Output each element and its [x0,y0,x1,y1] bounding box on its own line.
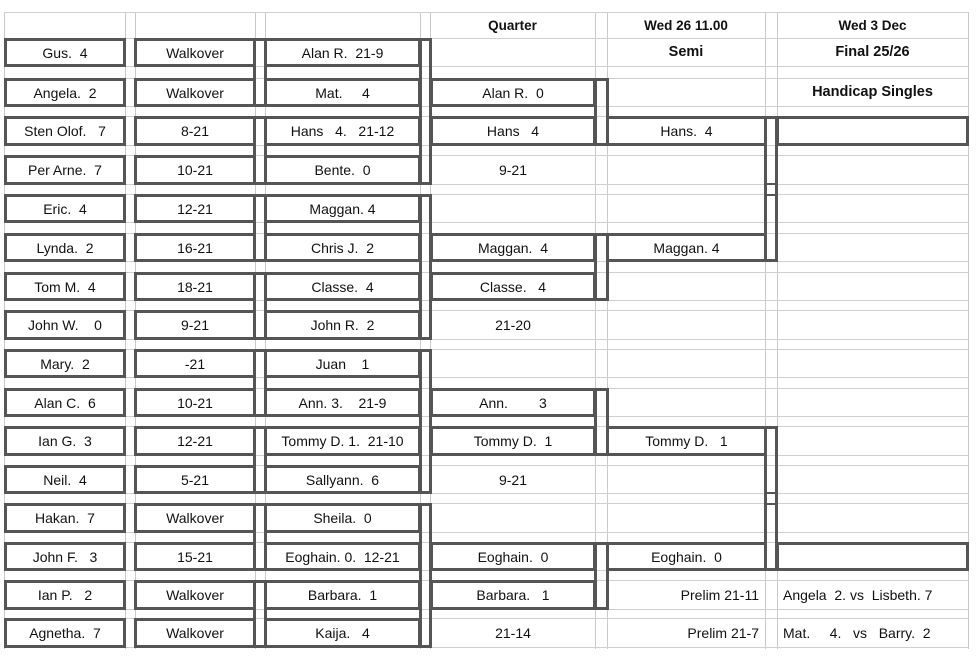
header-quarter: Quarter [488,17,537,33]
round2-cell: Maggan. 4 [264,194,421,223]
semi-cell: Maggan. 4 [606,233,767,262]
player-cell: Eric. 4 [4,194,126,223]
player-cell: Sten Olof. 7 [4,116,126,146]
round2-cell: Chris J. 2 [264,233,421,262]
quarter-bottom: Hans 4 [430,116,596,146]
score-cell: Walkover [134,580,256,610]
score-cell: Walkover [134,38,256,67]
quarter-bottom: Tommy D. 1 [430,426,596,456]
header-semi: Semi [668,44,704,60]
semi-cell: Eoghain. 0 [606,542,767,571]
score-cell: 10-21 [134,155,256,185]
round2-cell: Ann. 3. 21-9 [264,388,421,417]
player-cell: Per Arne. 7 [4,155,126,185]
round2-cell: Tommy D. 1. 21-10 [264,426,421,456]
player-cell: Ian P. 2 [4,580,126,610]
score-cell: 10-21 [134,388,256,417]
header-final: Final 25/26 [835,44,910,60]
quarter-top: Alan R. 0 [430,78,596,107]
score-cell: -21 [134,349,256,378]
final-slot-top [776,116,969,146]
round2-cell: Juan 1 [264,349,421,378]
header-semi-date: Wed 26 11.00 [644,17,728,33]
quarter-top: Maggan. 4 [430,233,596,262]
round2-cell: Mat. 4 [264,78,421,107]
quarter-bottom: Classe. 4 [430,272,596,301]
player-cell: Agnetha. 7 [4,618,126,648]
semi-cell: Hans. 4 [606,116,767,146]
header-final-date: Wed 3 Dec [838,17,907,33]
player-cell: Lynda. 2 [4,233,126,262]
bracket-marker [764,492,778,505]
round2-cell: Bente. 0 [264,155,421,185]
player-cell: Neil. 4 [4,465,126,494]
prelim-result: Prelim 21-7 [687,624,759,641]
score-cell: 5-21 [134,465,256,494]
round2-cell: Kaija. 4 [264,618,421,648]
quarter-score: 21-20 [495,316,531,333]
semi-cell: Tommy D. 1 [606,426,767,456]
round2-cell: Alan R. 21-9 [264,38,421,67]
score-cell: 8-21 [134,116,256,146]
quarter-score: 21-14 [495,624,531,641]
prelim-match: Angela 2. vs Lisbeth. 7 [783,586,933,603]
prelim-result: Prelim 21-11 [680,586,759,603]
score-cell: 12-21 [134,194,256,223]
quarter-score: 9-21 [498,471,528,488]
competition-title: Handicap Singles [812,84,933,100]
score-cell: Walkover [134,78,256,107]
score-cell: 18-21 [134,272,256,301]
quarter-score: 9-21 [498,161,528,178]
score-cell: Walkover [134,618,256,648]
round2-cell: Sheila. 0 [264,503,421,533]
score-cell: 16-21 [134,233,256,262]
round2-cell: Sallyann. 6 [264,465,421,494]
player-cell: Ian G. 3 [4,426,126,456]
player-cell: Tom M. 4 [4,272,126,301]
score-cell: 15-21 [134,542,256,571]
quarter-bottom: Barbara. 1 [430,580,596,610]
round2-cell: Barbara. 1 [264,580,421,610]
final-slot-bottom [776,542,969,571]
player-cell: John W. 0 [4,310,126,340]
prelim-match: Mat. 4. vs Barry. 2 [783,624,931,641]
quarter-top: Eoghain. 0 [430,542,596,571]
player-cell: Angela. 2 [4,78,126,107]
round2-cell: John R. 2 [264,310,421,340]
round2-cell: Classe. 4 [264,272,421,301]
score-cell: Walkover [134,503,256,533]
player-cell: John F. 3 [4,542,126,571]
player-cell: Hakan. 7 [4,503,126,533]
bracket-marker [764,183,778,196]
quarter-top: Ann. 3 [430,388,596,417]
player-cell: Mary. 2 [4,349,126,378]
score-cell: 9-21 [134,310,256,340]
player-cell: Gus. 4 [4,38,126,67]
round2-cell: Hans 4. 21-12 [264,116,421,146]
score-cell: 12-21 [134,426,256,456]
player-cell: Alan C. 6 [4,388,126,417]
round2-cell: Eoghain. 0. 12-21 [264,542,421,571]
